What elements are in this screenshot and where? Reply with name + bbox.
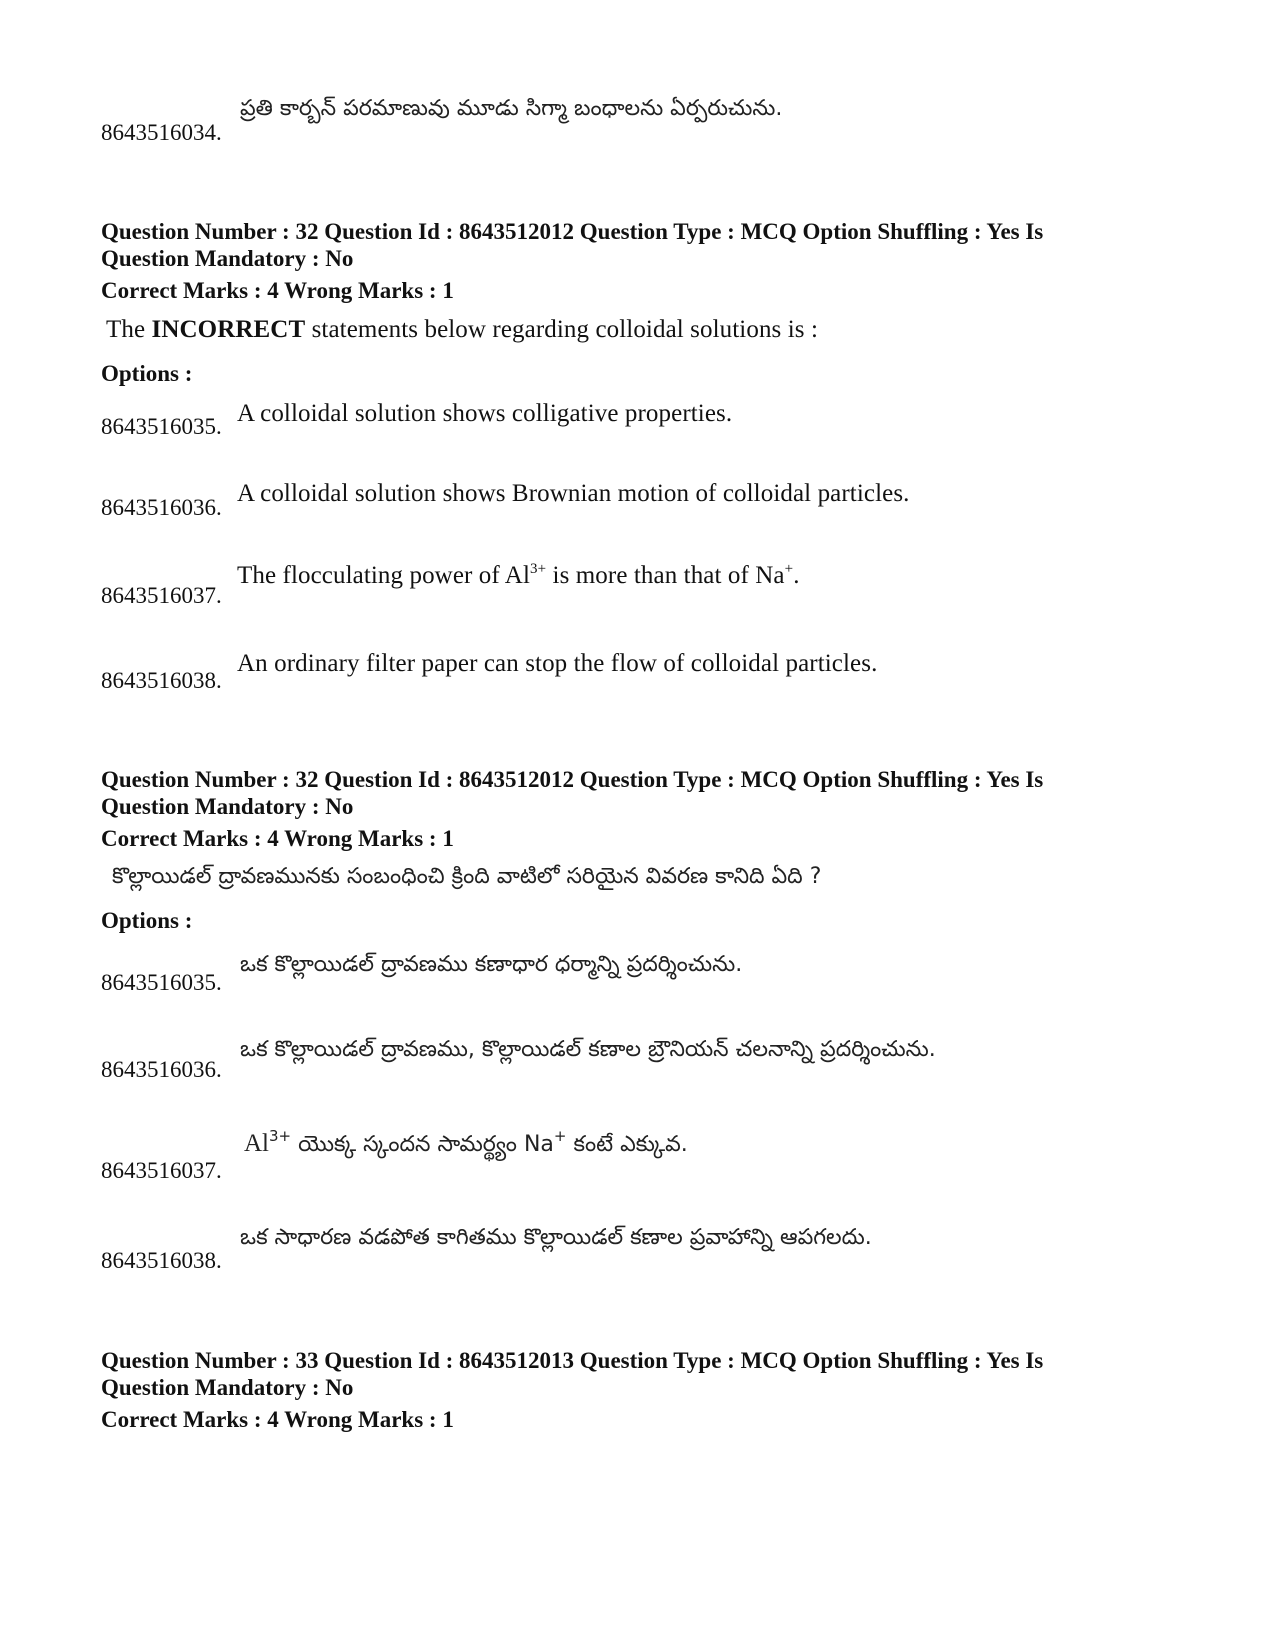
question-mandatory: Question Mandatory : No <box>101 1375 354 1400</box>
options-label: Options : <box>101 361 193 386</box>
option-id: 8643516034. <box>101 120 222 145</box>
stem-text: statements below regarding colloidal solutions is : <box>305 316 818 343</box>
stem-emphasis: INCORRECT <box>151 316 306 343</box>
option-text-part: కంటే ఎక్కువ. <box>566 1132 688 1157</box>
option-text: An ordinary filter paper can stop the flow of colloidal particles. <box>237 650 878 677</box>
question-marks: Correct Marks : 4 Wrong Marks : 1 <box>101 278 454 303</box>
option-text: A colloidal solution shows Brownian motion of colloidal particles. <box>237 480 910 507</box>
option-text: ఒక కొల్లాయిడల్ ద్రావణము కణాధార ధర్మాన్ని ప్రదర్శించును. <box>240 952 743 977</box>
question-mandatory: Question Mandatory : No <box>101 246 354 271</box>
superscript: + <box>553 1127 567 1145</box>
question-header: Question Number : 32 Question Id : 8643512012 Question Type : MCQ Option Shuffling : Yes Is <box>101 767 1044 792</box>
question-header: Question Number : 33 Question Id : 8643512013 Question Type : MCQ Option Shuffling : Yes Is <box>101 1348 1044 1373</box>
option-id: 8643516036. <box>101 495 222 520</box>
option-id: 8643516037. <box>101 1158 222 1183</box>
question-stem <box>106 316 818 344</box>
option-id: 8643516035. <box>101 414 222 439</box>
option-id: 8643516038. <box>101 668 222 693</box>
option-id: 8643516036. <box>101 1057 222 1082</box>
superscript: + <box>784 561 794 577</box>
question-marks: Correct Marks : 4 Wrong Marks : 1 <box>101 826 454 851</box>
option-text <box>237 562 800 590</box>
option-text: ప్రతి కార్బన్ పరమాణువు మూడు సిగ్మా బంధాలను ఏర్పరుచును. <box>240 96 783 121</box>
question-stem: కొల్లాయిడల్ ద్రావణమునకు సంబంధించి క్రింది వాటిలో సరియైన వివరణ కానిది ఏది ? <box>112 864 822 889</box>
option-id: 8643516035. <box>101 970 222 995</box>
option-id: 8643516038. <box>101 1248 222 1273</box>
stem-text: The <box>106 316 152 343</box>
superscript: 3+ <box>530 561 547 577</box>
options-label: Options : <box>101 908 193 933</box>
question-marks: Correct Marks : 4 Wrong Marks : 1 <box>101 1407 454 1432</box>
option-text-part: Al <box>244 1130 269 1157</box>
option-text-part: The flocculating power of Al <box>237 562 530 589</box>
option-id: 8643516037. <box>101 583 222 608</box>
option-text: ఒక సాధారణ వడపోత కాగితము కొల్లాయిడల్ కణాల ప్రవాహాన్ని ఆపగలదు. <box>240 1225 872 1250</box>
option-text: A colloidal solution shows colligative properties. <box>237 400 733 427</box>
option-text-part: . <box>793 562 800 589</box>
option-text-part: యొక్క స్కందన సామర్థ్యం Na <box>291 1132 554 1157</box>
option-text-part: is more than that of Na <box>546 562 785 589</box>
question-mandatory: Question Mandatory : No <box>101 794 354 819</box>
superscript: 3+ <box>269 1127 292 1145</box>
question-header: Question Number : 32 Question Id : 8643512012 Question Type : MCQ Option Shuffling : Yes Is <box>101 219 1044 244</box>
option-text: ఒక కొల్లాయిడల్ ద్రావణము, కొల్లాయిడల్ కణాల బ్రౌనియన్ చలనాన్ని ప్రదర్శించును. <box>240 1037 936 1062</box>
option-text <box>244 1127 688 1162</box>
